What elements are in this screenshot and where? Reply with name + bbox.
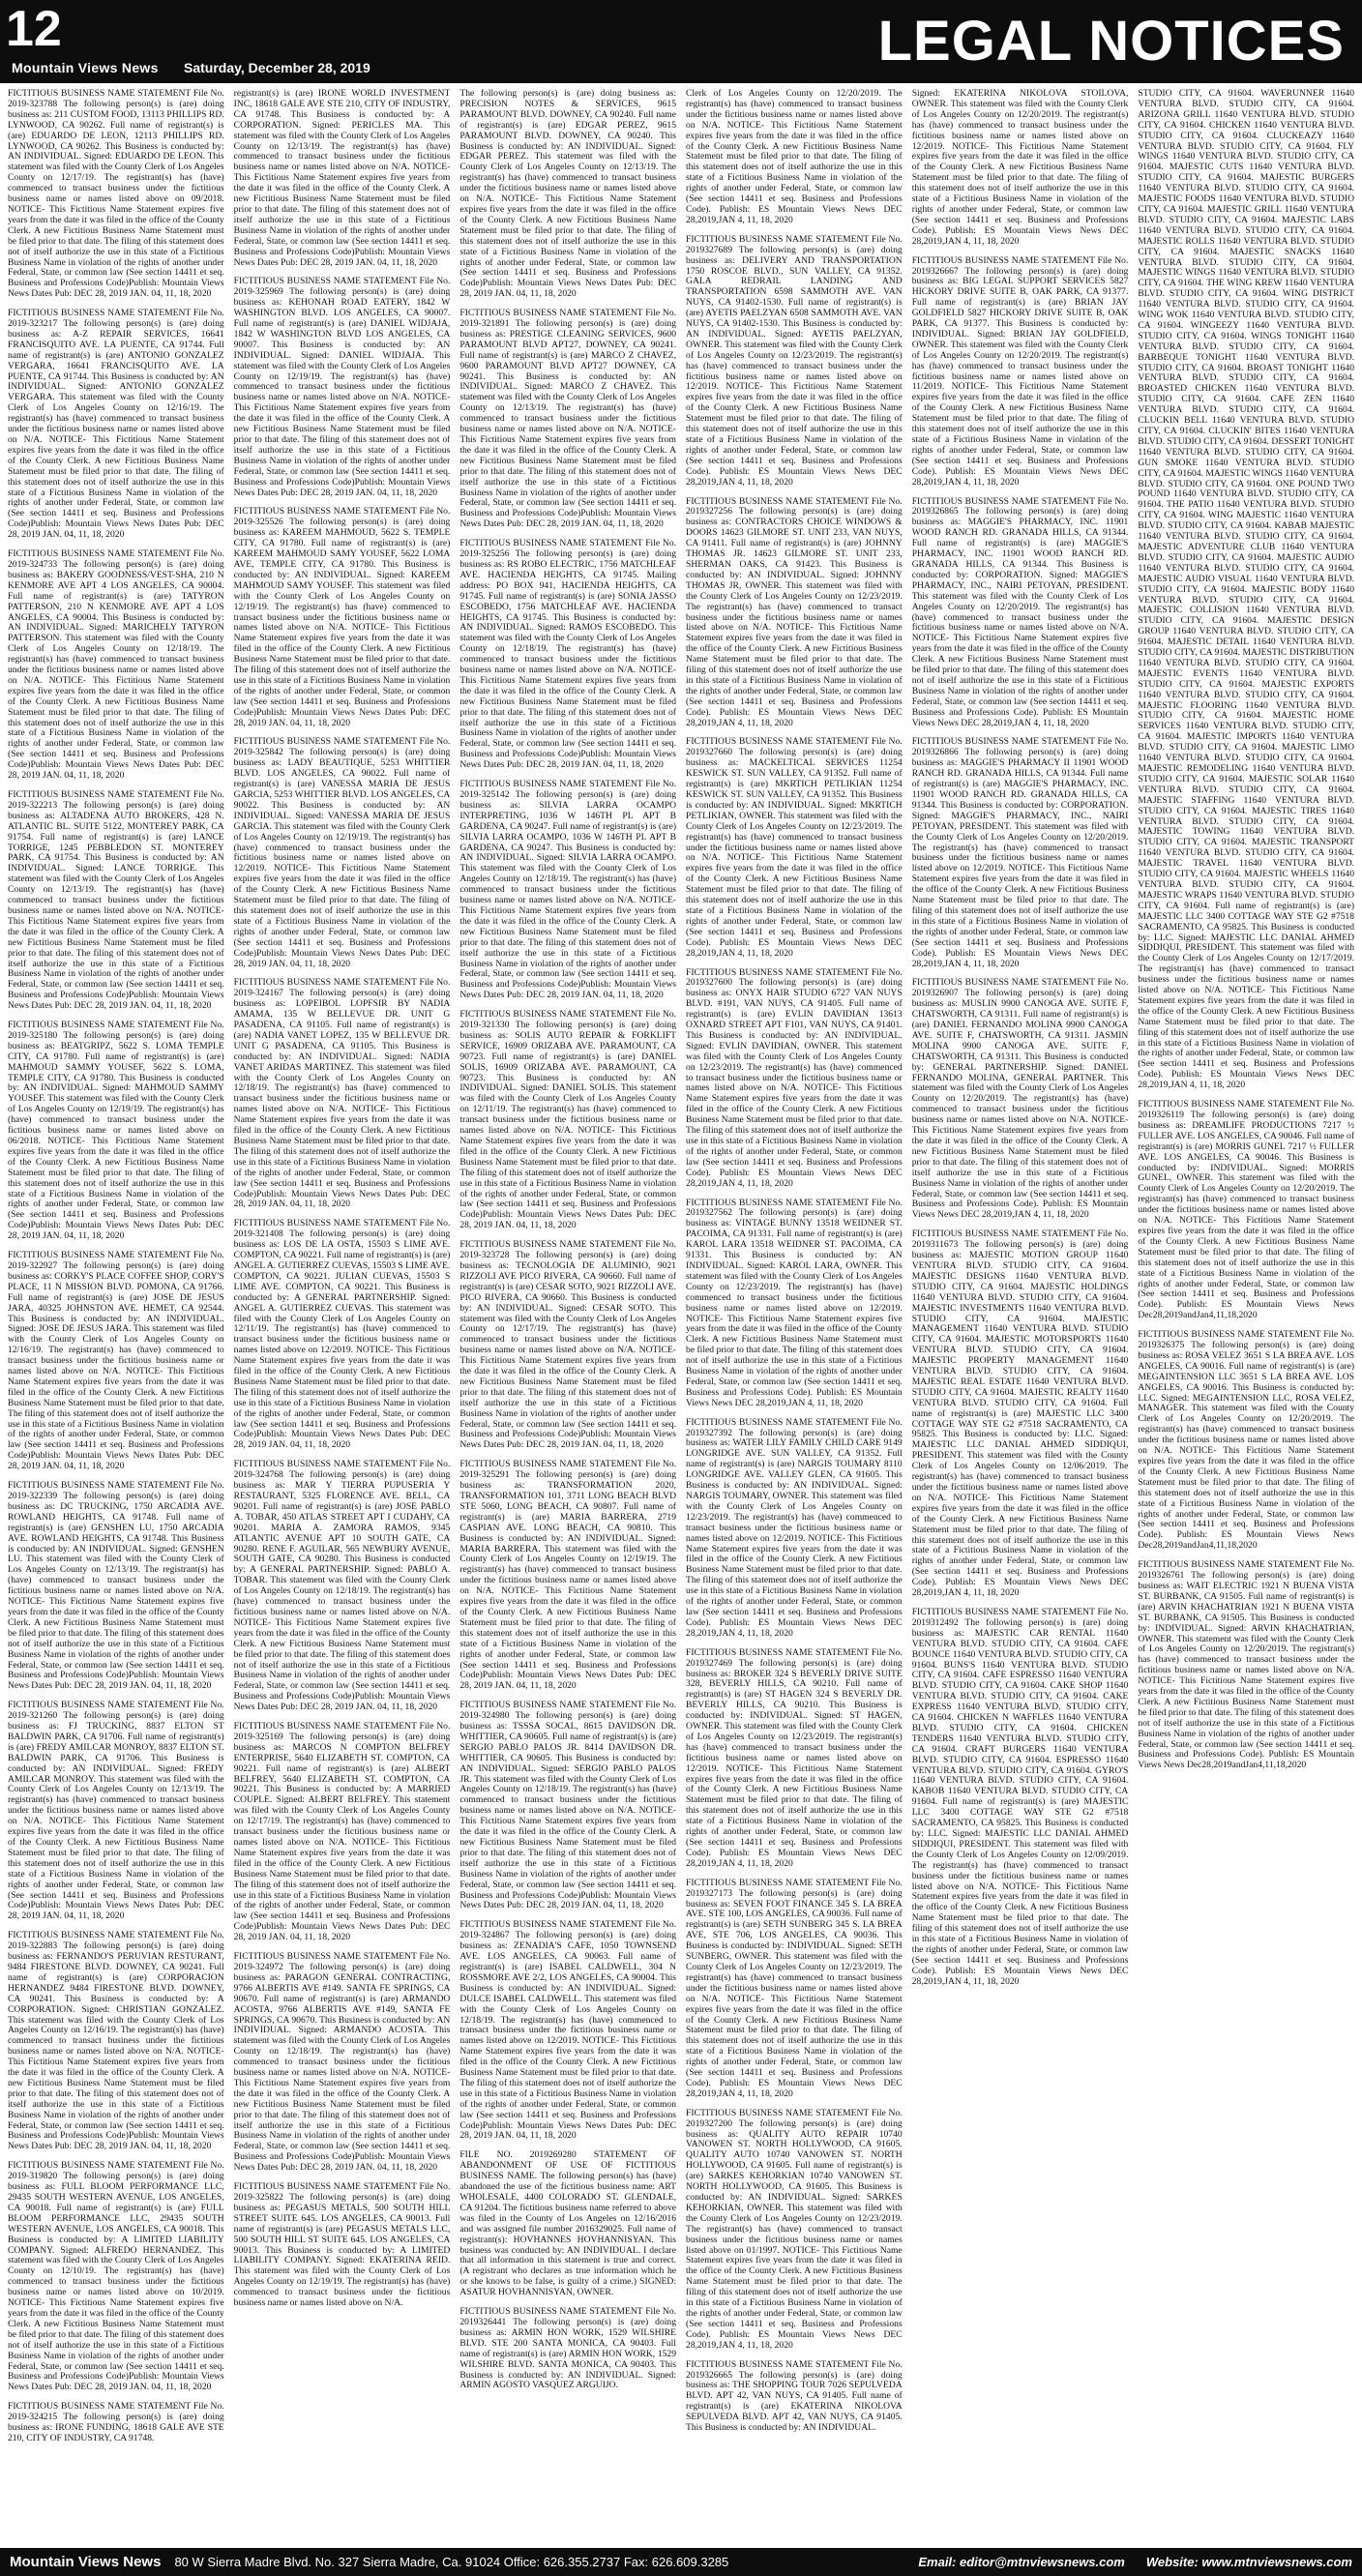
legal-notice xyxy=(234,1722,451,1943)
legal-notice xyxy=(686,737,903,959)
legal-notice xyxy=(459,2307,676,2391)
notice-text: FICTITIOUS BUSINESS NAME STATEMENT File No. 2019-325180 The following person(s) is (are) doing business as: BEATGRIPZ, 5622 S. LOMA TEMPLE CITY, CA 91780. Full name of registrant(s) is (are) MAHMOUD SAMMY YOUSEF, 5622 S. LOMA, TEMPLE CITY, CA 91780. This Business is conducted by: AN INDIVIDUAL. Signed: MAHMOUD SAMMY YOUSEF. This statement was filed with the County Clerk of Los Angeles County on 12/19/19. The registrant(s) has (have) commenced to transact business under the fictitious business name or names listed above on 06/2018. NOTICE- This Fictitious Name Statement expires five years from the date it was filed in the office of the County Clerk. A new Fictitious Business Name Statement must be filed prior to that date. The filing of this statement does not of itself authorize the use in this state of a Fictitious Business Name in violation of the rights of another under Federal, State, or common law (See section 14411 et seq. Business and Professions Code)Publish: Mountain Views News Dates Pub: DEC 28, 2019 JAN. 04, 11, 18, 2020 xyxy=(8,1020,224,1242)
legal-notice xyxy=(8,2161,224,2393)
notice-text: FICTITIOUS BUSINESS NAME STATEMENT File No. 2019-319820 The following person(s) is (are) doing business as: FULL BLOOM PERFORMANCE LLC, 29435 SOUTH WESTERN AVENUE, LOS ANGELES, CA 90018. Full name of registrant(s) is (are) FULL BLOOM PERFORMANCE LLC, 29435 SOUTH WESTERN AVENUE, LOS ANGELES, CA 90018. This Business is conducted by: A LIMITED LIABILITY COMPANY. Signed: ALFREDO HERNANDEZ. This statement was filed with the County Clerk of Los Angeles County on 12/10/19. The registrant(s) has (have) commenced to transact business under the fictitious business name or names listed above on 10/2019. NOTICE- This Fictitious Name Statement expires five years from the date it was filed in the office of the County Clerk. A new Fictitious Business Name Statement must be filed prior to that date. The filing of this statement does not of itself authorize the use in this state of a Fictitious Business Name in violation of the rights of another under Federal, State, or common law (See section 14411 et seq. Business and Professions Code)Publish: Mountain Views News Dates Pub: DEC 28, 2019 JAN. 04, 11, 18, 2020 xyxy=(8,2160,224,2393)
notice-column xyxy=(234,89,451,2541)
notice-text: Signed: EKATERINA NIKOLOVA STOILOVA, OWNER. This statement was filed with the County Clerk of Los Angeles County on 12/20/2019. The registrant(s) has (have) commenced to transact business under the fictitious business name or names listed above on 12/2019. NOTICE- This Fictitious Name Statement expires five years from the date it was filed in the office of the County Clerk. A new Fictitious Business Name Statement must be filed prior to that date. The filing of this statement does not of itself authorize the use in this state of a Fictitious Business Name in violation of the rights of another under Federal, State, or common law (See section 14411 et seq. Business and Professions Code). Publish: ES Mountain Views News DEC 28,2019,JAN 4, 11, 18, 2020 xyxy=(911,89,1129,247)
notice-text: FICTITIOUS BUSINESS NAME STATEMENT File No. 2019326761 The following person(s) is (are) doing business as: WAIT ELECTRIC 1921 N BUENA VISTA ST. BURBANK, CA 91505. Full name of registrant(s) is (are) ARVIN KHACHATRIAN 1921 N BUENA VISTA ST. BURBANK, CA 91505. This Business is conducted by: INDIVIDUAL. Signed: ARVIN KHACHATRIAN, OWNER. This statement was filed with the County Clerk of Los Angeles County on 12/20/2019. The registrant(s) has (have) commenced to transact business under the fictitious business name or names listed above on N/A. NOTICE- This Fictitious Name Statement expires five years from the date it was filed in the office of the County Clerk. A new Fictitious Business Name Statement must be filed prior to that date. The filing of this statement does not of itself authorize the use in this state of a Fictitious Business Name in violation of the rights of another under Federal, State, or common law (See section 14411 et seq. Business and Professions Code). Publish: ES Mountain Views News Dec28,2019andJan4,11,18,2020 xyxy=(1138,1559,1354,1771)
notice-column xyxy=(1138,89,1354,2541)
notice-text: FICTITIOUS BUSINESS NAME STATEMENT File No. 2019-323788 The following person(s) is (are) doing business as: 211 CUSTOM FOOD, 13113 PHILLIPS RD. LYNWOOD, CA 90262. Full name of registrant(s) is (are) EDUARDO DE LEON, 12113 PHILLIPS RD. LYNWOOD, CA 90262. This Business is conducted by: AN INDIVIDUAL. Signed: EDUARDO DE LEON. This statement was filed with the County Clerk of Los Angeles County on 12/17/19. The registrant(s) has (have) commenced to transact business under the fictitious business name or names listed above on 09/2018. NOTICE- This Fictitious Name Statement expires five years from the date it was filed in the office of the County Clerk. A new Fictitious Business Name Statement must be filed prior to that date. The filing of this statement does not of itself authorize the use in this state of a Fictitious Business Name in violation of the rights of another under Federal, State, or common law (See section 14411 et seq. Business and Professions Code)Publish: Mountain Views News Dates Pub: DEC 28, 2019 JAN. 04, 11, 18, 2020 xyxy=(8,89,224,300)
legal-notice xyxy=(8,790,224,1012)
notice-text: FICTITIOUS BUSINESS NAME STATEMENT File No. 2019326375 The following person(s) is (are) doing business as: ROSA VELEZ 3651 S LA BREA AVE. LOS ANGELES, CA 90016. Full name of registrant(s) is (are) MEGAINTENSION LLC 3651 S LA BREA AVE. LOS ANGELES, CA 90016. This Business is conducted by: LLC. Signed: MEGAINTENSION LLC, ROSA VELEZ, MANAGER. This statement was filed with the County Clerk of Los Angeles County on 12/20/2019. The registrant(s) has (have) commenced to transact business under the fictitious business name or names listed above on N/A. NOTICE- This Fictitious Name Statement expires five years from the date it was filed in the office of the County Clerk. A new Fictitious Business Name Statement must be filed prior to that date. The filing of this statement does not of itself authorize the use in this state of a Fictitious Business Name in violation of the rights of another under Federal, State, or common law (See section 14411 et seq. Business and Professions Code). Publish: ES Mountain Views News Dec28,2019andJan4,11,18,2020 xyxy=(1138,1329,1354,1552)
legal-notice xyxy=(1138,1330,1354,1552)
notice-text: FICTITIOUS BUSINESS NAME STATEMENT File No. 2019-322883 The following person(s) is (are) doing business as: FERNANDO'S PERUVIAN RESTURANT, 9484 FIRESTONE BLVD. DOWNEY, CA 90241. Full name of registrant(s) is (are) CORPORACION HERNANDEZ 9484 FIRESTONE BLVD. DOWNEY, CA 90241. This Business is conducted by: A CORPORATION. Signed: CHRISTIAN GONZALEZ. This statement was filed with the County Clerk of Los Angeles County on 12/16/19. The registrant(s) has (have) commenced to transact business under the fictitious business name or names listed above on N/A. NOTICE- This Fictitious Name Statement expires five years from the date it was filed in the office of the County Clerk. A new Fictitious Business Name Statement must be filed prior to that date. The filing of this statement does not of itself authorize the use in this state of a Fictitious Business Name in violation of the rights of another under Federal, State, or common law (See section 14411 et seq. Business and Professions Code)Publish: Mountain Views News Dates Pub: DEC 28, 2019 JAN. 04, 11, 18, 2020 xyxy=(8,1930,224,2152)
notice-column xyxy=(686,89,903,2541)
notice-text: FICTITIOUS BUSINESS NAME STATEMENT File No. 2019327200 The following person(s) is (are) doing business as: QUALITY AUTO REPAIR 10740 VANOWEN ST. NORTH HOLLYWOOD, CA 91605. QUALITY AUTO 10740 VANOWEN ST. NORTH HOLLYWOOD, CA 91605. Full name of registrant(s) is (are) SARKES KEHORKIAN 10740 VANOWEN ST. NORTH HOLLYWOOD, CA 91605. This Business is conducted by: AN INDIVIDUAL. Signed: SARKES KEHORKIAN, OWNER. This statement was filed with the County Clerk of Los Angeles County on 12/23/2019. The registrant(s) has (have) commenced to transact business under the fictitious business name or names listed above on 01/1997. NOTICE- This Fictitious Name Statement expires five years from the date it was filed in the office of the County Clerk. A new Fictitious Business Name Statement must be filed prior to that date. The filing of this statement does not of itself authorize the use in this state of a Fictitious Business Name in violation of the rights of another under Federal, State, or common law (See section 14411 et seq. Business and Professions Code). Publish: ES Mountain Views News DEC 28,2019,JAN 4, 11, 18, 2020 xyxy=(686,2107,903,2351)
notice-text: FICTITIOUS BUSINESS NAME STATEMENT File No. 2019327660 The following person(s) is (are) doing business as: MACKELTICAL SERVICES 11254 KESWICK ST. SUN VALLEY, CA 91352. Full name of registrant(s) is (are) MKRTICH PETLIKIAN 11254 KESWICK ST. SUN VALLEY, CA 91352. This Business is conducted by: AN INDIVIDUAL. Signed: MKRTICH PETLIKIAN, OWNER. This statement was filed with the County Clerk of Los Angeles County on 12/23/2019. The registrant(s) has (have) commenced to transact business under the fictitious business name or names listed above on N/A. NOTICE- This Fictitious Name Statement expires five years from the date it was filed in the office of the County Clerk. A new Fictitious Business Name Statement must be filed prior to that date. The filing of this statement does not of itself authorize the use in this state of a Fictitious Business Name in violation of the rights of another under Federal, State, or common law (See section 14411 et seq. Business and Professions Code). Publish: ES Mountain Views News DEC 28,2019,JAN 4, 11, 18, 2020 xyxy=(686,736,903,959)
legal-notice xyxy=(686,497,903,729)
notice-text: FICTITIOUS BUSINESS NAME STATEMENT File No. 2019326665 The following person(s) is (are) doing business as: THE SHOPPING TOUR 7026 SEPULVEDA BLVD. APT 42, VAN NUYS, CA 91405. Full name of registrant(s) is (are) EKATERINA NIKOLOVA SEPULVEDA BLVD. APT 42, VAN NUYS, CA 91405. This Business is conducted by: AN INDIVIDUAL. xyxy=(686,2358,903,2434)
legal-notice xyxy=(8,1251,224,1472)
legal-notice xyxy=(686,89,903,226)
legal-notice xyxy=(234,978,451,1210)
legal-notice xyxy=(459,1460,676,1692)
masthead xyxy=(0,0,1362,83)
notice-text: FICTITIOUS BUSINESS NAME STATEMENT File No. 2019327600 The following person(s) is (are) doing business as: ONYX HAIR STUDIO 6727 VAN NUYS BLVD. #191, VAN NUYS, CA 91405. Full name of registrant(s) is (are) EVLIN DAVIDIAN 13613 OXNARD STREET APT F101, VAN NUYS, CA 91401. This Business is conducted by: AN INDIVIDUAL. Signed: EVLIN DAVIDIAN, OWNER. This statement was filed with the County Clerk of Los Angeles County on 12/23/2019. The registrant(s) has (have) commenced to transact business under the fictitious business name or names listed above on N/A. NOTICE- This Fictitious Name Statement expires five years from the date it was filed in the office of the County Clerk. A new Fictitious Business Name Statement must be filed prior to that date. The filing of this statement does not of itself authorize the use in this state of a Fictitious Business Name in violation of the rights of another under Federal, State, or common law (See section 14411 et seq. Business and Professions Code). Publish: ES Mountain Views News DEC 28,2019,JAN 4, 11, 18, 2020 xyxy=(686,966,903,1189)
notice-text: FICTITIOUS BUSINESS NAME STATEMENT File No. 2019-325969 The following person(s) is (are) doing business as: KEHONAH ROAD EATERY, 1842 W WASHINGTON BLVD. LOS ANGELES, CA 90007. Full name of registrant(s) is (are) DANIEL WIDJAJA, 1842 W WASHINGTON BLVD LOS ANGELES, CA 90007. This Business is conducted by: AN INDIVIDUAL. Signed: DANIEL WIDJAJA. This statement was filed with the County Clerk of Los Angeles County on 12/19/19. The registrant(s) has (have) commenced to transact business under the fictitious business name or names listed above on N/A. NOTICE- This Fictitious Name Statement expires five years from the date it was filed in the office of the County Clerk. A new Fictitious Business Name Statement must be filed prior to that date. The filing of this statement does not of itself authorize the use in this state of a Fictitious Business Name in violation of the rights of another under Federal, State, or common law (See section 14411 et seq. Business and Professions Code)Publish: Mountain Views News Dates Pub: DEC 28, 2019 JAN. 04, 11, 18, 2020 xyxy=(233,276,451,498)
legal-notice xyxy=(234,1952,451,2174)
legal-notice xyxy=(1138,1100,1354,1321)
legal-notice xyxy=(1138,1560,1354,1771)
notice-text: FILE NO. 2019269280 STATEMENT OF ABANDONMENT OF USE OF FICTITIOUS BUSINESS NAME. The following person(s) has (have) abandoned the use of the fictitious business name: ART WHOLESALE, 4400 COLORADO ST. GLENDALE, CA 91204. The fictitious business name referred to above was filed in the County of Los Angeles on 12/16/2016 and was assigned file number 2016329025. Full name of registrant(s): HOVHANNES HOVHANNISYAN. This business was conducted by: AN INDIVIDUAL. I declare that all information in this statement is true and correct. (A registrant who declares as true information which he or she knows to be false, is guilty of a crime.) SIGNED: ASATUR HOVHANNISYAN, OWNER. xyxy=(459,2149,677,2298)
notice-text: FICTITIOUS BUSINESS NAME STATEMENT File No. 2019-325822 The following person(s) is (are) doing business as: PEGASUS METALS, 500 SOUTH HILL STREET SUITE 645. LOS ANGELES, CA 90013. Full name of registrant(s) is (are) PEGASUS METALS LLC, 500 SOUTH HILL ST SUITE 645. LOS ANGELES, CA 90013. This Business is conducted by: A LIMITED LIABILITY COMPANY. Signed: EKATERINA REID. This statement was filed with the County Clerk of Los Angeles County on 12/19/19. The registrant(s) has (have) commenced to transact business under the fictitious business name or names listed above on N/A. xyxy=(233,2181,451,2309)
notice-text: FICTITIOUS BUSINESS NAME STATEMENT File No. 2019327469 The following person(s) is (are) doing business as: BROKER 324 S BEVERLY DRIVE SUITE 328, BEVERLY HILLS, CA 90210. Full name of registrant(s) is (are) ST HAGEN 324 S BEVERLY DR. BEVERLY HILLS, CA 90210. This Business is conducted by: INDIVIDUAL. Signed: ST HAGEN, OWNER. This statement was filed with the County Clerk of Los Angeles County on 12/23/2019. The registrant(s) has (have) commenced to transact business under the fictitious business name or names listed above on 12/2019. NOTICE- This Fictitious Name Statement expires five years from the date it was filed in the office of the County Clerk. A new Fictitious Business Name Statement must be filed prior to that date. The filing of this statement does not of itself authorize the use in this state of a Fictitious Business Name in violation of the rights of another under Federal, State, or common law (See section 14411 et seq. Business and Professions Code). Publish: ES Mountain Views News DEC 28,2019,JAN 4, 11, 18, 2020 xyxy=(686,1646,903,1869)
notice-text: FICTITIOUS BUSINESS NAME STATEMENT File No. 2019326119 The following person(s) is (are) doing business as: DREAMLIFE PRODUCTIONS 7217 ½ FULLER AVE. LOS ANGELES, CA 90046. Full name of registrant(s) is (are) MORRIS GUNEL 7217 ½ FULLER AVE. LOS ANGELES, CA 90046. This Business is conducted by: INDIVIDUAL. Signed: MORRIS GUNEL, OWNER. This statement was filed with the County Clerk of Los Angeles County on 12/20/2019. The registrant(s) has (have) commenced to transact business under the fictitious business name or names listed above on N/A. NOTICE- This Fictitious Name Statement expires five years from the date it was filed in the office of the County Clerk. A new Fictitious Business Name Statement must be filed prior to that date. The filing of this statement does not of itself authorize the use in this state of a Fictitious Business Name in violation of the rights of another under Federal, State, or common law (See section 14411 et seq. Business and Professions Code). Publish: ES Mountain Views News Dec28,2019andJan4,11,18,2020 xyxy=(1138,1099,1354,1321)
notice-text: FICTITIOUS BUSINESS NAME STATEMENT File No. 2019312492 The following person(s) is (are) doing business as: MAJESTIC CAR RENTAL 11640 VENTURA BLVD. STUDIO CITY, CA 91604. CAFE BOUNCE 11640 VENTURA BLVD. STUDIO CITY, CA 91604. BUNS'S 11640 VENTURA BLVD. STUDIO CITY, CA 91604. CAFE ESPRESSO 11640 VENTURA BLVD. STUDIO CITY, CA 91604. CAKE SHOP 11640 VENTURA BLVD. STUDIO CITY, CA 91604. CAKE EXPRESS 11640 VENTURA BLVD. STUDIO CITY, CA 91604. CHICKEN N WAFFLES 11640 VENTURA BLVD. STUDIO CITY, CA 91604. CHICKEN TENDERS 11640 VENTURA BLVD. STUDIO CITY, CA 91604. CRAFT BURGERS 11640 VENTURA BLVD. STUDIO CITY, CA 91604. ESPRESSO 11640 VENTURA BLVD. STUDIO CITY, CA 91604. GYRO'S 11640 VENTURA BLVD. STUDIO CITY, CA 91604. KABOB 11640 VENTURA BLVD. STUDIO CITY, CA 91604. Full name of registrant(s) is (are) MAJESTIC LLC 3400 COTTAGE WAY STE G2 #7518 SACRAMENTO, CA 95825. This Business is conducted by: LLC. Signed: MAJESTIC LLC DANIAL AHMED SIDDIQUI, PRESIDENT. This statement was filed with the County Clerk of Los Angeles County on 12/09/2019. The registrant(s) has (have) commenced to transact business under the fictitious business name or names listed above on N/A. NOTICE- This Fictitious Name Statement expires five years from the date it was filed in the office of the County Clerk. A new Fictitious Business Name Statement must be filed prior to that date. The filing of this statement does not of itself authorize the use in this state of a Fictitious Business Name in violation of the rights of another under Federal, State, or common law (See section 14411 et seq. Business and Professions Code). Publish: ES Mountain Views News DEC 28,2019,JAN 4, 11, 18, 2020 xyxy=(911,1606,1129,1987)
legal-notice xyxy=(459,1240,676,1451)
legal-notice xyxy=(8,309,224,541)
notice-text: FICTITIOUS BUSINESS NAME STATEMENT File No. 2019326907 The following person(s) is (are) doing business as: MUSLIN 9900 CANOGA AVE. SUITE F, CHATSWORTH, CA 91311. Full name of registrant(s) is (are) DANIEL FERNANDO MOLINA 9900 CANOGA AVE. SUITE F, CHATSWORTH, CA 91311. JASMIN MOLINA 9900 CANOGA AVE. SUITE F, CHATSWORTH, CA 91311. This Business is conducted by: GENERAL PARTNERSHIP. Signed: DANIEL FERNANDO MOLINA, GENERAL PARTNER. This statement was filed with the County Clerk of Los Angeles County on 12/20/2019. The registrant(s) has (have) commenced to transact business under the fictitious business name or names listed above on N/A. NOTICE- This Fictitious Name Statement expires five years from the date it was filed in the office of the County Clerk. A new Fictitious Business Name Statement must be filed prior to that date. The filing of this statement does not of itself authorize the use in this state of a Fictitious Business Name in violation of the rights of another under Federal, State, or common law (See section 14411 et seq. Business and Professions Code). Publish: ES Mountain Views News DEC 28,2019,JAN 4, 11, 18, 2020 xyxy=(911,977,1129,1221)
notice-column xyxy=(912,89,1129,2541)
legal-notice xyxy=(459,780,676,1001)
legal-notice xyxy=(912,1608,1129,1988)
notice-text: FICTITIOUS BUSINESS NAME STATEMENT File No. 2019-321891 The following person(s) is (are) doing business as: PRESTIGE CLEANING SERVICES, 9600 PARAMOUNT BLVD APT27, DOWNEY, CA 90241. Full name of registrant(s) is (are) MARCO Z CHAVEZ, 9600 PARAMOUNT BLVD APT27 DOWNEY, CA 90241. This Business is conducted by: AN INDIVIDUAL. Signed: MARCO Z CHAVEZ. This statement was filed with the County Clerk of Los Angeles County on 12/13/19. The registrant(s) has (have) commenced to transact business under the fictitious business name or names listed above on N/A. NOTICE- This Fictitious Name Statement expires five years from the date it was filed in the office of the County Clerk. A new Fictitious Business Name Statement must be filed prior to that date. The filing of this statement does not of itself authorize the use in this state of a Fictitious Business Name in violation of the rights of another under Federal, State, or common law (See section 14411 et seq. Business and Professions Code)Publish: Mountain Views News Dates Pub: DEC 28, 2019 JAN. 04, 11, 18, 2020 xyxy=(459,308,677,530)
legal-notice xyxy=(686,1418,903,1640)
legal-notice xyxy=(686,235,903,489)
notice-text: FICTITIOUS BUSINESS NAME STATEMENT File No. 2019-321408 The following person(s) is (are) doing business as: LOS DE LA OSTA, 15503 S LIME AVE. COMPTON, CA 90221. Full name of registrant(s) is (are) ANGEL A. GUTIERREZ CUEVAS, 15503 S LIME AVE. COMPTON, CA 90221. JULIAN CUEVAS, 15503 S LIME AVE. COMPTON, CA 90221. This Business is conducted by: A GENERAL PARTNERSHIP. Signed: ANGEL A. GUTIERREZ CUEVAS. This statement was filed with the County Clerk of Los Angeles County on 12/11/19. The registrant(s) has (have) commenced to transact business under the fictitious business name or names listed above on 12/2019. NOTICE- This Fictitious Name Statement expires five years from the date it was filed in the office of the County Clerk. A new Fictitious Business Name Statement must be filed prior to that date. The filing of this statement does not of itself authorize the use in this state of a Fictitious Business Name in violation of the rights of another under Federal, State, or common law (See section 14411 et seq. Business and Professions Code)Publish: Mountain Views News Dates Pub: DEC 28, 2019 JAN. 04, 11, 18, 2020 xyxy=(233,1218,451,1451)
legal-notice xyxy=(234,89,451,268)
notice-text: FICTITIOUS BUSINESS NAME STATEMENT File No. 2019326865 The following person(s) is (are) doing business as: MAGGIE'S PHARMACY, INC. 11901 WOOD RANCH RD. GRANADA HILLS, CA 91344. Full name of registrant(s) is (are) MAGGIE'S PHARMACY, INC. 11901 WOOD RANCH RD. GRANADA HILLS, CA 91344. This Business is conducted by: CORPORATION. Signed: MAGGIE'S PHARMACY, INC., NAIRI PETOYAN, PRESIDENT. This statement was filed with the County Clerk of Los Angeles County on 12/20/2019. The registrant(s) has (have) commenced to transact business under the fictitious business name or names listed above on N/A. NOTICE- This Fictitious Name Statement expires five years from the date it was filed in the office of the County Clerk. A new Fictitious Business Name Statement must be filed prior to that date. The filing of this statement does not of itself authorize the use in this state of a Fictitious Business Name in violation of the rights of another under Federal, State, or common law (See section 14411 et seq. Business and Professions Code). Publish: ES Mountain Views News DEC 28,2019,JAN 4, 11, 18, 2020 xyxy=(911,495,1129,728)
notice-text: FICTITIOUS BUSINESS NAME STATEMENT File No. 2019-324733 The following person(s) is (are) doing business as: BAKERY GOODNESS/VEST-SHA, 210 N KENMORE AVE APT 4 LOS ANGELES, CA 90004. Full name of registrant(s) is (are) TATYRON PATTERSON, 210 N KENMORE AVE APT 4 LOS ANGELES, CA 90004. This Business is conducted by: AN INDIVIDUAL. Signed: MARICHELY TATYRON PATTERSON. This statement was filed with the County Clerk of Los Angeles County on 12/18/19. The registrant(s) has (have) commenced to transact business under the fictitious business name or names listed above on N/A. NOTICE- This Fictitious Name Statement expires five years from the date it was filed in the office of the County Clerk. A new Fictitious Business Name Statement must be filed prior to that date. The filing of this statement does not of itself authorize the use in this state of a Fictitious Business Name in violation of the rights of another under Federal, State, or common law (See section 14411 et seq. Business and Professions Code)Publish: Mountain Views News Dates Pub: DEC 28, 2019 JAN. 04, 11, 18, 2020 xyxy=(8,548,224,782)
legal-notice xyxy=(459,89,676,300)
notice-text: FICTITIOUS BUSINESS NAME STATEMENT File No. 2019327256 The following person(s) is (are) doing business as: CONTRACTORS CHOICE WINDOWS & DOORS 14623 GILMORE ST. UNIT 233, VAN NUYS, CA 91411. Full name of registrant(s) is (are) JOHNNY THOMAS JR. 14623 GILMORE ST. UNIT 233, SHERMAN OAKS, CA 91423. This Business is conducted by: AN INDIVIDUAL. Signed: JOHNNY THOMAS JR, OWNER. This statement was filed with the County Clerk of Los Angeles County on 12/23/2019. The registrant(s) has (have) commenced to transact business under the fictitious business name or names listed above on N/A. NOTICE- This Fictitious Name Statement expires five years from the date it was filed in the office of the County Clerk. A new Fictitious Business Name Statement must be filed prior to that date. The filing of this statement does not of itself authorize the use in this state of a Fictitious Business Name in violation of the rights of another under Federal, State, or common law (See section 14411 et seq. Business and Professions Code). Publish: ES Mountain Views News DEC 28,2019,JAN 4, 11, 18, 2020 xyxy=(686,495,903,728)
notice-text: FICTITIOUS BUSINESS NAME STATEMENT File No. 2019326667 The following person(s) is (are) doing business as: BIG LEGAL SUPPORT SERVICES 5827 HICKORY DRIVE SUITE B, OAK PARK, CA 91377. Full name of registrant(s) is (are) BRIAN JAY GOLDFIELD 5827 HICKORY DRIVE SUITE B, OAK PARK, CA 91377. This Business is conducted by: INDIVIDUAL. Signed: BRIAN JAY GOLDFIELD, OWNER. This statement was filed with the County Clerk of Los Angeles County on 12/20/2019. The registrant(s) has (have) commenced to transact business under the fictitious business name or names listed above on 11/2019. NOTICE- This Fictitious Name Statement expires five years from the date it was filed in the office of the County Clerk. A new Fictitious Business Name Statement must be filed prior to that date. The filing of this statement does not of itself authorize the use in this state of a Fictitious Business Name in violation of the rights of another under Federal, State, or common law (See section 14411 et seq. Business and Professions Code). Publish: ES Mountain Views News DEC 28,2019,JAN 4, 11, 18, 2020 xyxy=(911,254,1129,488)
notice-column xyxy=(8,89,224,2541)
legal-notice xyxy=(912,256,1129,489)
notice-text: FICTITIOUS BUSINESS NAME STATEMENT File No. 2019-324867 The following person(s) is (are) doing business as: ZENADIA'S CAFE, 1050 TOWNSEND AVE. LOS ANGELES, CA 90063. Full name of registrant(s) is (are) ISABEL CALDWELL, 304 N ROSSMORE AVE 2/2, LOS ANGELES, CA 90004. This Business is conducted by: AN INDIVIDUAL. Signed: DULCE ISABEL CALDWELL. This statement was filed with the County Clerk of Los Angeles County on 12/18/19. The registrant(s) has (have) commenced to transact business under the fictitious business name or names listed above on 12/2019. NOTICE- This Fictitious Name Statement expires five years from the date it was filed in the office of the County Clerk. A new Fictitious Business Name Statement must be filed prior to that date. The filing of this statement does not of itself authorize the use in this state of a Fictitious Business Name in violation of the rights of another under Federal, State, or common law (See section 14411 et seq. Business and Professions Code)Publish: Mountain Views News Dates Pub: DEC 28, 2019 JAN. 04, 11, 18, 2020 xyxy=(459,1919,677,2142)
notice-text: FICTITIOUS BUSINESS NAME STATEMENT File No. 2019311673 The following person(s) is (are) doing business as: MAJESTIC MOTION GROUP 11640 VENTURA BLVD. STUDIO CITY, CA 91604. MAJESTIC DESIGNS 11640 VENTURA BLVD. STUDIO CITY, CA 91604. MAJESTIC HOLDINGS 11640 VENTURA BLVD. STUDIO CITY, CA 91604. MAJESTIC INVESTMENTS 11640 VENTURA BLVD. STUDIO CITY, CA 91604. MAJESTIC MANAGEMENT 11640 VENTURA BLVD. STUDIO CITY, CA 91604. MAJESTIC MOTORSPORTS 11640 VENTURA BLVD. STUDIO CITY, CA 91604. MAJESTIC PROPERTY MANAGEMENT 11640 VENTURA BLVD. STUDIO CITY, CA 91604. MAJESTIC REAL ESTATE 11640 VENTURA BLVD. STUDIO CITY, CA 91604. MAJESTIC REALTY 11640 VENTURA BLVD. STUDIO CITY, CA 91604. Full name of registrant(s) is (are) MAJESTIC LLC 3400 COTTAGE WAY STE G2 #7518 SACRAMENTO, CA 95825. This Business is conducted by: LLC. Signed: MAJESTIC LLC DANIAL AHMED SIDDIQUI, PRESIDENT. This statement was filed with the County Clerk of Los Angeles County on 12/06/2019. The registrant(s) has (have) commenced to transact business under the fictitious business name or names listed above on N/A. NOTICE- This Fictitious Name Statement expires five years from the date it was filed in the office of the County Clerk. A new Fictitious Business Name Statement must be filed prior to that date. The filing of this statement does not of itself authorize the use in this state of a Fictitious Business Name in violation of the rights of another under Federal, State, or common law (See section 14411 et seq. Business and Professions Code). Publish: ES Mountain Views News DEC 28,2019,JAN 4, 11, 18, 2020 xyxy=(911,1229,1129,1599)
notice-text: FICTITIOUS BUSINESS NAME STATEMENT File No. 2019-324980 The following person(s) is (are) doing business as: TSSSA SOCAL, 8615 DAVIDSON DR. WHITTIER, CA 90605. Full name of registrant(s) is (are) SERGIO PABLO PALOS JR. 8414 DAVIDSON DR. WHITTIER, CA 90605. This Business is conducted by: AN INDIVIDUAL. Signed: SERGIO PABLO PALOS JR. This statement was filed with the County Clerk of Los Angeles County on 12/18/19. The registrant(s) has (have) commenced to transact business under the fictitious business name or names listed above on N/A. NOTICE- This Fictitious Name Statement expires five years from the date it was filed in the office of the County Clerk. A new Fictitious Business Name Statement must be filed prior to that date. The filing of this statement does not of itself authorize the use in this state of a Fictitious Business Name in violation of the rights of another under Federal, State, or common law (See section 14411 et seq. Business and Professions Code)Publish: Mountain Views News Dates Pub: DEC 28, 2019 JAN. 04, 11, 18, 2020 xyxy=(459,1700,677,1911)
legal-notice xyxy=(912,737,1129,969)
legal-notice xyxy=(459,1010,676,1231)
legal-notice xyxy=(686,1199,903,1409)
footer-website: Website: www.mtnviewsnews.com xyxy=(1145,2555,1352,2569)
notice-column xyxy=(459,89,676,2541)
notice-text: FICTITIOUS BUSINESS NAME STATEMENT File No. 2019-324768 The following person(s) is (are) doing business as: MAR Y TIERRA PUPUSERIA Y RESTAURANT, 5325 FLORENCE AVE. BELL, CA 90201. Full name of registrant(s) is (are) JOSE PABLO A. TOBAR, 450 ATLAS STREET APT I CUDAHY, CA 90201. MARIA A. ZAMORA RAMOS, 9345 ATLANTIC AVENUE APT 10 SOUTH GATE, CA 90280. RENE F. AGUILAR, 565 NEWBURY AVENUE, SOUTH GATE, CA 90280. This Business is conducted by: A GENERAL PARTNERSHIP. Signed: PABLO A. TOBAR. This statement was filed with the County Clerk of Los Angeles County on 12/18/19. The registrant(s) has (have) commenced to transact business under the fictitious business name or names listed above on N/A. NOTICE- This Fictitious Name Statement expires five years from the date it was filed in the office of the County Clerk. A new Fictitious Business Name Statement must be filed prior to that date. The filing of this statement does not of itself authorize the use in this state of a Fictitious Business Name in violation of the rights of another under Federal, State, or common law (See section 14411 et seq. Business and Professions Code)Publish: Mountain Views News Dates Pub: DEC 28, 2019 JAN. 04, 11, 18, 2020 xyxy=(233,1459,451,1713)
notice-text: FICTITIOUS BUSINESS NAME STATEMENT File No. 2019-325142 The following person(s) is (are) doing business as: SILVIA LARRA OCAMPO INTERPRETING, 1036 W 146TH PL APT B GARDENA, CA 90247. Full name of registrant(s) is (are) SILVIA LARRA OCAMPO, 1036 W 146TH PL APT B GARDENA, CA 90247. This Business is conducted by: AN INDIVIDUAL. Signed: SILVIA LARRA OCAMPO. This statement was filed with the County Clerk of Los Angeles County on 12/18/19. The registrant(s) has (have) commenced to transact business under the fictitious business name or names listed above on N/A. NOTICE- This Fictitious Name Statement expires five years from the date it was filed in the office of the County Clerk. A new Fictitious Business Name Statement must be filed prior to that date. The filing of this statement does not of itself authorize the use in this state of a Fictitious Business Name in violation of the rights of another under Federal, State, or common law (See section 14411 et seq. Business and Professions Code)Publish: Mountain Views News Dates Pub: DEC 28, 2019 JAN. 04, 11, 18, 2020 xyxy=(459,779,677,1001)
notice-text: FICTITIOUS BUSINESS NAME STATEMENT File No. 2019-322927 The following person(s) is (are) doing business as: CORKY'S PLACE COFFEE SHOP, CORY'S PLACE, 11 N MISSION BLVD. POMONA, CA 91766. Full name of registrant(s) is (are) JOSE DE JESUS JARA, 40325 JOHNSTON AVE. HEMET, CA 92544. This Business is conducted by: AN INDIVIDUAL. Signed: JOSE DE JESUS JARA. This statement was filed with the County Clerk of Los Angeles County on 12/16/19. The registrant(s) has (have) commenced to transact business under the fictitious business name or names listed above on N/A. NOTICE- This Fictitious Name Statement expires five years from the date it was filed in the office of the County Clerk. A new Fictitious Business Name Statement must be filed prior to that date. The filing of this statement does not of itself authorize the use in this state of a Fictitious Business Name in violation of the rights of another under Federal, State, or common law (See section 14411 et seq. Business and Professions Code)Publish: Mountain Views News Dates Pub: DEC 28, 2019 JAN. 04, 11, 18, 2020 xyxy=(8,1250,224,1472)
legal-notice xyxy=(8,1021,224,1242)
legal-notice xyxy=(8,1931,224,2152)
notice-text: FICTITIOUS BUSINESS NAME STATEMENT File No. 2019-324215 The following person(s) is (are) doing business as: IRONE FUNDING, 18618 GALE AVE STE 210, CITY OF INDUSTRY, CA 91748. xyxy=(8,2401,224,2443)
paper-name: Mountain Views News xyxy=(12,60,159,75)
notice-text: FICTITIOUS BUSINESS NAME STATEMENT File No. 2019-325256 The following person(s) is (are) doing business as: RS ROBO ELECTRIC, 1756 MATCHLEAF AVE. HACIENDA HEIGHTS, CA 91745. Mailing address: PO BOX 941, HACIENDA HEIGHTS, CA 91745. Full name of registrant(s) is (are) SONIA JASSO ESCOBEDO, 1756 MATCHLEAF AVE. HACIENDA HEIGHTS, CA 91745. This Business is conducted by: AN INDIVIDUAL. Signed: RAMOS ESCOBEDO. This statement was filed with the County Clerk of Los Angeles County on 12/18/19. The registrant(s) has (have) commenced to transact business under the fictitious business name or names listed above on N/A. NOTICE- This Fictitious Name Statement expires five years from the date it was filed in the office of the County Clerk. A new Fictitious Business Name Statement must be filed prior to that date. The filing of this statement does not of itself authorize the use in this state of a Fictitious Business Name in violation of the rights of another under Federal, State, or common law (See section 14411 et seq. Business and Professions Code)Publish: Mountain Views News Dates Pub: DEC 28, 2019 JAN. 04, 11, 18, 2020 xyxy=(459,538,677,771)
legal-notice xyxy=(686,2109,903,2352)
footer-email: Email: editor@mtnviewsnews.com xyxy=(918,2555,1125,2569)
notice-text: FICTITIOUS BUSINESS NAME STATEMENT File No. 2019-323728 The following person(s) is (are) doing business as: TECNOLOGIA DE ALUMINIO, 9021 RIZZOLI AVE PICO RIVERA, CA 90660. Full name of registrant(s) is (are) CESAR SOTO, 9021 RIZZOLI AVE. PICO RIVERA, CA 90660. This Business is conducted by: AN INDIVIDUAL. Signed: CESAR SOTO. This statement was filed with the County Clerk of Los Angeles County on 12/17/19. The registrant(s) has (have) commenced to transact business under the fictitious business name or names listed above on N/A. NOTICE- This Fictitious Name Statement expires five years from the date it was filed in the office of the County Clerk. A new Fictitious Business Name Statement must be filed prior to that date. The filing of this statement does not of itself authorize the use in this state of a Fictitious Business Name in violation of the rights of another under Federal, State, or common law (See section 14411 et seq. Business and Professions Code)Publish: Mountain Views News Dates Pub: DEC 28, 2019 JAN. 04, 11, 18, 2020 xyxy=(459,1239,677,1451)
legal-notice xyxy=(912,1229,1129,1599)
legal-notice xyxy=(8,1701,224,1922)
legal-notice xyxy=(8,549,224,782)
section-title: LEGAL NOTICES xyxy=(877,10,1345,73)
legal-notice xyxy=(1138,89,1354,1091)
legal-notice xyxy=(8,2402,224,2444)
legal-notice xyxy=(912,89,1129,248)
legal-notice xyxy=(686,1648,903,1870)
footer-address: 80 W Sierra Madre Blvd. No. 327 Sierra Madre, Ca. 91024 Office: 626.355.2737 Fax: 626.609.3285 xyxy=(174,2555,729,2569)
notice-text: FICTITIOUS BUSINESS NAME STATEMENT File No. 2019327392 The following person(s) is (are) doing business as: WATER LILY FAMILY CHILD CARE 9149 LONGRIDGE AVE. SUN VALLEY, CA 91352. Full name of registrant(s) is (are) NARGIS TOUMARY 8110 LONGRIDGE AVE. VALLEY GLEN, CA 91605. This Business is conducted by: AN INDIVIDUAL. Signed: NARGIS TOUMARY, OWNER. This statement was filed with the County Clerk of Los Angeles County on 12/23/2019. The registrant(s) has (have) commenced to transact business under the fictitious business name or names listed above on 12/2019. NOTICE- This Fictitious Name Statement expires five years from the date it was filed in the office of the County Clerk. A new Fictitious Business Name Statement must be filed prior to that date. The filing of this statement does not of itself authorize the use in this state of a Fictitious Business Name in violation of the rights of another under Federal, State, or common law (See section 14411 et seq. Business and Professions Code). Publish: ES Mountain Views News DEC 28,2019,JAN 4, 11, 18, 2020 xyxy=(686,1416,903,1639)
notice-text: FICTITIOUS BUSINESS NAME STATEMENT File No. 2019-321330 The following person(s) is (are) doing business as: SOLIS AUTO REPAIR & FORKLIFT SERVICE, 16909 ORIZABA AVE. PARAMOUNT, CA 90723. Full name of registrant(s) is (are) DANIEL SOLIS, 16909 ORIZABA AVE. PARAMOUNT, CA 90723. This Business is conducted by: AN INDIVIDUAL. Signed: DANIEL SOLIS. This statement was filed with the County Clerk of Los Angeles County on 12/11/19. The registrant(s) has (have) commenced to transact business under the fictitious business name or names listed above on N/A. NOTICE- This Fictitious Name Statement expires five years from the date it was filed in the office of the County Clerk. A new Fictitious Business Name Statement must be filed prior to that date. The filing of this statement does not of itself authorize the use in this state of a Fictitious Business Name in violation of the rights of another under Federal, State, or common law (See section 14411 et seq. Business and Professions Code)Publish: Mountain Views News Dates Pub: DEC 28, 2019 JAN. 04, 11, 18, 2020 xyxy=(459,1009,677,1231)
notice-text: The following person(s) is (are) doing business as: PRECISION NOTES & SERVICES, 9615 PARAMOUNT BLVD. DOWNEY, CA 90240. Full name of registrant(s) is (are) EDGAR PEREZ, 9615 PARAMOUNT BLVD. DOWNEY, CA 90240. This Business is conducted by: AN INDIVIDUAL. Signed: EDGAR PEREZ. This statement was filed with the County Clerk of Los Angeles County on 12/13/19. The registrant(s) has (have) commenced to transact business under the fictitious business name or names listed above on N/A. NOTICE- This Fictitious Name Statement expires five years from the date it was filed in the office of the County Clerk. A new Fictitious Business Name Statement must be filed prior to that date. The filing of this statement does not of itself authorize the use in this state of a Fictitious Business Name in violation of the rights of another under Federal, State, or common law (See section 14411 et seq. Business and Professions Code)Publish: Mountain Views News Dates Pub: DEC 28, 2019 JAN. 04, 11, 18, 2020 xyxy=(459,89,677,300)
legal-notice xyxy=(686,968,903,1190)
notice-text: registrant(s) is (are) IRONE WORLD INVESTMENT INC, 18618 GALE AVE STE 210, CITY OF INDUSTRY, CA 91748. This Business is conducted by: A CORPORATION. Signed: PERICLES MA. This statement was filed with the County Clerk of Los Angeles County on 12/13/19. The registrant(s) has (have) commenced to transact business under the fictitious business name or names listed above on N/A. NOTICE- This Fictitious Name Statement expires five years from the date it was filed in the office of the County Clerk. A new Fictitious Business Name Statement must be filed prior to that date. The filing of this statement does not of itself authorize the use in this state of a Fictitious Business Name in violation of the rights of another under Federal, State, or common law (See section 14411 et seq. Business and Professions Code)Publish: Mountain Views News Dates Pub: DEC 28, 2019 JAN. 04, 11, 18, 2020 xyxy=(233,89,451,268)
notice-text: FICTITIOUS BUSINESS NAME STATEMENT File No. 2019-324972 The following person(s) is (are) doing business as: PARAGON GENERAL CONTRACTING, 9766 ALBERTIS AVE #149. SANTA FE SPRINGS, CA 90670. Full name of registrant(s) is (are) ARMANDO ACOSTA, 9766 ALBERTIS AVE #149, SANTA FE SPRINGS, CA 90670. This Business is conducted by: AN INDIVIDUAL. Signed: ARMANDO ACOSTA. This statement was filed with the County Clerk of Los Angeles County on 12/18/19. The registrant(s) has (have) commenced to transact business under the fictitious business name or names listed above on N/A. NOTICE- This Fictitious Name Statement expires five years from the date it was filed in the office of the County Clerk. A new Fictitious Business Name Statement must be filed prior to that date. The filing of this statement does not of itself authorize the use in this state of a Fictitious Business Name in violation of the rights of another under Federal, State, or common law (See section 14411 et seq. Business and Professions Code)Publish: Mountain Views News Dates Pub: DEC 28, 2019 JAN. 04, 11, 18, 2020 xyxy=(233,1951,451,2174)
notices-columns xyxy=(8,89,1354,2541)
legal-notice xyxy=(912,978,1129,1221)
notice-text: FICTITIOUS BUSINESS NAME STATEMENT File No. 2019-323217 The following person(s) is (are) doing business as: A-Z REPAIR SERVICES, 16641 FRANCISQUITO AVE. LA PUENTE, CA 91744. Full name of registrant(s) is (are) ANTONIO GONZALEZ VERGARA, 16641 FRANCISQUITO AVE. LA PUENTE, CA 91744. This Business is conducted by: AN INDIVIDUAL. Signed: ANTONIO GONZALEZ VERGARA. This statement was filed with the County Clerk of Los Angeles County on 12/16/19. The registrant(s) has (have) commenced to transact business under the fictitious business name or names listed above on N/A. NOTICE- This Fictitious Name Statement expires five years from the date it was filed in the office of the County Clerk. A new Fictitious Business Name Statement must be filed prior to that date. The filing of this statement does not of itself authorize the use in this state of a Fictitious Business Name in violation of the rights of another under Federal, State, or common law (See section 14411 et seq. Business and Professions Code)Publish: Mountain Views News Dates Pub: DEC 28, 2019 JAN. 04, 11, 18, 2020 xyxy=(8,308,224,541)
notice-text: FICTITIOUS BUSINESS NAME STATEMENT File No. 2019-325842 The following person(s) is (are) doing business as: LADY BEAUTIQUE, 5253 WHITTIER BLVD. LOS ANGELES, CA 90022. Full name of registrant(s) is (are) VANESSA MARIA DE JESUS GARCIA, 5253 WHITTIER BLVD. LOS ANGELES, CA 90022. This Business is conducted by: AN INDIVIDUAL. Signed: VANESSA MARIA DE JESUS GARCIA. This statement was filed with the County Clerk of Los Angeles County on 12/19/19. The registrant(s) has (have) commenced to transact business under the fictitious business name or names listed above on 12/2019. NOTICE- This Fictitious Name Statement expires five years from the date it was filed in the office of the County Clerk. A new Fictitious Business Name Statement must be filed prior to that date. The filing of this statement does not of itself authorize the use in this state of a Fictitious Business Name in violation of the rights of another under Federal, State, or common law (See section 14411 et seq. Business and Professions Code)Publish: Mountain Views News Dates Pub: DEC 28, 2019 JAN. 04, 11, 18, 2020 xyxy=(233,736,451,969)
legal-notice xyxy=(459,1701,676,1911)
notice-text: FICTITIOUS BUSINESS NAME STATEMENT File No. 2019327173 The following person(s) is (are) doing business as: SEVEN FOOT FINANCE 345 S. LA BREA AVE. STE 100, LOS ANGELES, CA 90036. Full name of registrant(s) is (are) SETH SUNBERG 345 S. LA BREA AVE, STE 706, LOS ANGELES, CA 90036. This Business is conducted by: INDIVIDUAL. Signed: SETH SUNBERG, OWNER. This statement was filed with the County Clerk of Los Angeles County on 12/23/2019. The registrant(s) has (have) commenced to transact business under the fictitious business name or names listed above on N/A. NOTICE- This Fictitious Name Statement expires five years from the date it was filed in the office of the County Clerk. A new Fictitious Business Name Statement must be filed prior to that date. The filing of this statement does not of itself authorize the use in this state of a Fictitious Business Name in violation of the rights of another under Federal, State, or common law (See section 14411 et seq. Business and Professions Code). Publish: ES Mountain Views News DEC 28,2019,JAN 4, 11, 18, 2020 xyxy=(686,1877,903,2099)
legal-notice xyxy=(234,1219,451,1451)
legal-notice xyxy=(8,1481,224,1692)
footer-bar xyxy=(0,2548,1362,2576)
legal-notice xyxy=(459,1920,676,2142)
issue-date: Saturday, December 28, 2019 xyxy=(184,60,370,75)
notice-text: FICTITIOUS BUSINESS NAME STATEMENT File No. 2019326441 The following person(s) is (are) doing business as: ARMIN HON WORK, 1529 WILSHIRE BLVD. STE 200 SANTA MONICA, CA 90403. Full name of registrant(s) is (are) ARMIN HON WORK, 1529 WILSHIRE BLVD. SANTA MONICA, CA 90403. This Business is conducted by: AN INDIVIDUAL. Signed: ARMIN AGOSTO VASQUEZ ARGUIJO. xyxy=(459,2306,677,2391)
legal-notice xyxy=(234,737,451,969)
notice-text: FICTITIOUS BUSINESS NAME STATEMENT File No. 2019-325526 The following person(s) is (are) doing business as: KAREEM MAHMOUD, 5622 S. TEMPLE CITY, CA 91780. Full name of registrant(s) is (are) KAREEM MAHMOUD SAMY YOUSEF, 5622 LOMA AVE, TEMPLE CITY, CA 91780. This Business is conducted by: AN INDIVIDUAL. Signed: KAREEM MAHMOUD SAMY YOUSEF. This statement was filed with the County Clerk of Los Angeles County on 12/19/19. The registrant(s) has (have) commenced to transact business under the fictitious business name or names listed above on N/A. NOTICE- This Fictitious Name Statement expires five years from the date it was filed in the office of the County Clerk. A new Fictitious Business Name Statement must be filed prior to that date. The filing of this statement does not of itself authorize the use in this state of a Fictitious Business Name in violation of the rights of another under Federal, State, or common law (See section 14411 et seq. Business and Professions Code)Publish: Mountain Views News Dates Pub: DEC 28, 2019 JAN. 04, 11, 18, 2020 xyxy=(233,506,451,728)
legal-notice xyxy=(8,89,224,300)
notice-text: FICTITIOUS BUSINESS NAME STATEMENT File No. 2019327689 The following person(s) is (are) doing business as: DELIVERY AND TRANSPORTATION 1750 ROSCOE BLVD., SUN VALLEY, CA 91352. GALA REDRAIL LANDING AND TRANSPORTATION 6598 SAMMOTH AVE. VAN NUYS, CA 91402-1530. Full name of registrant(s) is (are) AYETIS PAELZYAN 6508 SAMMOTH AVE. VAN NUYS, CA 91402-1530. This Business is conducted by: AN INDIVIDUAL. Signed: AYETIS PAELZYAN, OWNER. This statement was filed with the County Clerk of Los Angeles County on 12/23/2019. The registrant(s) has (have) commenced to transact business under the fictitious business name or names listed above on 12/2019. NOTICE- This Fictitious Name Statement expires five years from the date it was filed in the office of the County Clerk. A new Fictitious Business Name Statement must be filed prior to that date. The filing of this statement does not of itself authorize the use in this state of a Fictitious Business Name in violation of the rights of another under Federal, State, or common law (See section 14411 et seq. Business and Professions Code). Publish: ES Mountain Views News DEC 28,2019,JAN 4, 11, 18, 2020 xyxy=(686,233,903,488)
legal-notice xyxy=(234,507,451,728)
legal-notice xyxy=(459,309,676,530)
notice-text: FICTITIOUS BUSINESS NAME STATEMENT File No. 2019-322213 The following person(s) is (are) doing business as: ALTADENA AUTO BROKERS, 428 N. ATLANTIC BL. SUITE 5122, MONTEREY PARK, CA 91754. Full name of registrant(s) is (are) LANCE TORRIGE, 1245 PEBBLEDON ST. MONTEREY PARK, CA 91754. This Business is conducted by: AN INDIVIDUAL. Signed: LANCE TORRIGE. This statement was filed with the County Clerk of Los Angeles County on 12/13/19. The registrant(s) has (have) commenced to transact business under the fictitious business name or names listed above on N/A. NOTICE- This Fictitious Name Statement expires five years from the date it was filed in the office of the County Clerk. A new Fictitious Business Name Statement must be filed prior to that date. The filing of this statement does not of itself authorize the use in this state of a Fictitious Business Name in violation of the rights of another under Federal, State, or common law (See section 14411 et seq. Business and Professions Code)Publish: Mountain Views News Dates Pub: DEC 28, 2019 JAN. 04, 11, 18, 2020 xyxy=(8,789,224,1012)
notice-text: FICTITIOUS BUSINESS NAME STATEMENT File No. 2019-321260 The following person(s) is (are) doing business as: FJ TRUCKING, 8837 ELTON ST BALDWIN PARK, CA 91706. Full name of registrant(s) is (are) FREDY AMILCAR MONROY, 8837 ELTON ST. BALDWIN PARK, CA 91706. This Business is conducted by: AN INDIVIDUAL. Signed: FREDY AMILCAR MONROY. This statement was filed with the County Clerk of Los Angeles County on 12/13/19. The registrant(s) has (have) commenced to transact business under the fictitious business name or names listed above on N/A. NOTICE- This Fictitious Name Statement expires five years from the date it was filed in the office of the County Clerk. A new Fictitious Business Name Statement must be filed prior to that date. The filing of this statement does not of itself authorize the use in this state of a Fictitious Business Name in violation of the rights of another under Federal, State, or common law (See section 14411 et seq. Business and Professions Code)Publish: Mountain Views News Dates Pub: DEC 28, 2019 JAN. 04, 11, 18, 2020 xyxy=(8,1700,224,1922)
legal-notice xyxy=(234,277,451,498)
notice-text: FICTITIOUS BUSINESS NAME STATEMENT File No. 2019-324167 The following person(s) is (are) doing business as: LOPEIBOL LOPFSIR BY NADIA AMAMA, 135 W BELLEVUE DR. UNIT G PASADENA, CA 91105. Full name of registrant(s) is (are) NADIA VANET LOPEZ, 135 W BELLEVUE DR. UNIT G PASADENA, CA 91105. This Business is conducted by: AN INDIVIDUAL. Signed: NADIA VANET ARIDAS MARTINEZ. This statement was filed with the County Clerk of Los Angeles County on 12/18/19. The registrant(s) has (have) commenced to transact business under the fictitious business name or names listed above on N/A. NOTICE- This Fictitious Name Statement expires five years from the date it was filed in the office of the County Clerk. A new Fictitious Business Name Statement must be filed prior to that date. The filing of this statement does not of itself authorize the use in this state of a Fictitious Business Name in violation of the rights of another under Federal, State, or common law (See section 14411 et seq. Business and Professions Code)Publish: Mountain Views News Dates Pub: DEC 28, 2019 JAN. 04, 11, 18, 2020 xyxy=(233,977,451,1210)
footer-paper-name: Mountain Views News xyxy=(10,2554,162,2570)
notice-text: FICTITIOUS BUSINESS NAME STATEMENT File No. 2019326866 The following person(s) is (are) doing business as: MAGGIE'S PHARMACY II 11901 WOOD RANCH RD. GRANADA HILLS, CA 91344. Full name of registrant(s) is (are) MAGGIE'S PHARMACY, INC. 11901 WOOD RANCH RD. GRANADA HILLS, CA 91344. This Business is conducted by: CORPORATION. Signed: MAGGIE'S PHARMACY, INC., NAIRI PETOYAN, PRESIDENT. This statement was filed with the County Clerk of Los Angeles County on 12/20/2019. The registrant(s) has (have) commenced to transact business under the fictitious business name or names listed above on 12/2019. NOTICE- This Fictitious Name Statement expires five years from the date it was filed in the office of the County Clerk. A new Fictitious Business Name Statement must be filed prior to that date. The filing of this statement does not of itself authorize the use in this state of a Fictitious Business Name in violation of the rights of another under Federal, State, or common law (See section 14411 et seq. Business and Professions Code). Publish: ES Mountain Views News DEC 28,2019,JAN 4, 11, 18, 2020 xyxy=(911,736,1129,969)
page-number: 12 xyxy=(6,1,62,57)
legal-notice xyxy=(234,2182,451,2309)
legal-notice xyxy=(686,2360,903,2434)
notice-text: FICTITIOUS BUSINESS NAME STATEMENT File No. 2019-322339 The following person(s) is (are) doing business as: DC TRUCKING, 1750 ARCADIA AVE. ROWLAND HEIGHTS, CA 91748. Full name of registrant(s) is (are) GENSHEN LU, 1750 ARCADIA AVE. ROWLAND HEIGHTS, CA 91748. This Business is conducted by: AN INDIVIDUAL. Signed: GENSHEN LU. This statement was filed with the County Clerk of Los Angeles County on 12/13/19. The registrant(s) has (have) commenced to transact business under the fictitious business name or names listed above on N/A. NOTICE- This Fictitious Name Statement expires five years from the date it was filed in the office of the County Clerk. A new Fictitious Business Name Statement must be filed prior to that date. The filing of this statement does not of itself authorize the use in this state of a Fictitious Business Name in violation of the rights of another under Federal, State, or common law (See section 14411 et seq. Business and Professions Code)Publish: Mountain Views News Dates Pub: DEC 28, 2019 JAN. 04, 11, 18, 2020 xyxy=(8,1480,224,1692)
notice-text: FICTITIOUS BUSINESS NAME STATEMENT File No. 2019327562 The following person(s) is (are) doing business as: VINTAGE BUNNY 13518 WEIDNER ST. PACOIMA, CA 91331. Full name of registrant(s) is (are) KAROL LARA 13518 WEIDNER ST. PACOIMA, CA 91331. This Business is conducted by: AN INDIVIDUAL. Signed: KAROL LARA, OWNER. This statement was filed with the County Clerk of Los Angeles County on 12/23/2019. The registrant(s) has (have) commenced to transact business under the fictitious business name or names listed above on 12/2019. NOTICE- This Fictitious Name Statement expires five years from the date it was filed in the office of the County Clerk. A new Fictitious Business Name Statement must be filed prior to that date. The filing of this statement does not of itself authorize the use in this state of a Fictitious Business Name in violation of the rights of another under Federal, State, or common law (See section 14411 et seq. Business and Professions Code). Publish: ES Mountain Views News DEC 28,2019,JAN 4, 11, 18, 2020 xyxy=(686,1197,903,1408)
legal-notice xyxy=(234,1460,451,1713)
notice-text: Clerk of Los Angeles County on 12/20/2019. The registrant(s) has (have) commenced to transact business under the fictitious business name or names listed above on N/A. NOTICE- This Fictitious Name Statement expires five years from the date it was filed in the office of the County Clerk. A new Fictitious Business Name Statement must be filed prior to that date. The filing of this statement does not of itself authorize the use in this state of a Fictitious Business Name in violation of the rights of another under Federal, State, or common law (See section 14411 et seq. Business and Professions Code). Publish: ES Mountain Views News DEC 28,2019,JAN 4, 11, 18, 2020 xyxy=(686,89,903,225)
notice-text: FICTITIOUS BUSINESS NAME STATEMENT File No. 2019-325291 The following person(s) is (are) doing business as: TRANSFORMATION 2020, TRANSFORMATION 101, 3711 LONG BEACH BLVD STE 5060, LONG BEACH, CA 90807. Full name of registrant(s) is (are) MARIA BARRERA, 2719 CASPIAN AVE. LONG BEACH, CA 90810. This Business is conducted by: AN INDIVIDUAL. Signed: MARIA BARRERA. This statement was filed with the County Clerk of Los Angeles County on 12/19/19. The registrant(s) has (have) commenced to transact business under the fictitious business name or names listed above on N/A. NOTICE- This Fictitious Name Statement expires five years from the date it was filed in the office of the County Clerk. A new Fictitious Business Name Statement must be filed prior to that date. The filing of this statement does not of itself authorize the use in this state of a Fictitious Business Name in violation of the rights of another under Federal, State, or common law (See section 14411 et seq. Business and Professions Code)Publish: Mountain Views News Dates Pub: DEC 28, 2019 JAN. 04, 11, 18, 2020 xyxy=(459,1459,677,1692)
legal-notice xyxy=(912,497,1129,729)
legal-notice xyxy=(459,2150,676,2298)
notice-text: STUDIO CITY, CA 91604. WAVERUNNER 11640 VENTURA BLVD. STUDIO CITY, CA 91604. ARIZONA GRILL 11640 VENTURA BLVD. STUDIO CITY, CA 91604. CHICKEN 11640 VENTURA BLVD. STUDIO CITY, CA 91604. CLUCKEAZY 11640 VENTURA BLVD. STUDIO CITY, CA 91604. FLY WINGS 11640 VENTURA BLVD. STUDIO CITY, CA 91604. MAJESTIC CUTS 11640 VENTURA BLVD. STUDIO CITY, CA 91604. MAJESTIC BURGERS 11640 VENTURA BLVD. STUDIO CITY, CA 91604. MAJESTIC FOODS 11640 VENTURA BLVD. STUDIO CITY, CA 91604. MAJESTIC GRILL 11640 VENTURA BLVD. STUDIO CITY, CA 91604. MAJESTIC LABS 11640 VENTURA BLVD. STUDIO CITY, CA 91604. MAJESTIC ROLLS 11640 VENTURA BLVD. STUDIO CITY, CA 91604. MAJESTIC SNACKS 11640 VENTURA BLVD. STUDIO CITY, CA 91604. MAJESTIC WINGS 11640 VENTURA BLVD. STUDIO CITY, CA 91604. THE WING KREW 11640 VENTURA BLVD. STUDIO CITY, CA 91604. WING DISTRICT 11640 VENTURA BLVD. STUDIO CITY, CA 91604. WING WOK 11640 VENTURA BLVD. STUDIO CITY, CA 91604. WINGEEZY 11640 VENTURA BLVD. STUDIO CITY, CA 91604. WINGS TONIGHT 11640 VENTURA BLVD. STUDIO CITY, CA 91604. BARBEQUE TONIGHT 11640 VENTURA BLVD. STUDIO CITY, CA 91604. BROAST TONIGHT 11640 VENTURA BLVD. STUDIO CITY, CA 91604. BROASTED CHICKEN 11640 VENTURA BLVD. STUDIO CITY, CA 91604. CAFE ZEN 11640 VENTURA BLVD. STUDIO CITY, CA 91604. CLUCKIN BELL 11640 VENTURA BLVD. STUDIO CITY, CA 91604. CLUCKIN' BITES 11640 VENTURA BLVD. STUDIO CITY, CA 91604. DESSERT TONIGHT 11640 VENTURA BLVD. STUDIO CITY, CA 91604. GUN SMOKE 11640 VENTURA BLVD. STUDIO CITY, CA 91604. MAJESTIC WINGS 11640 VENTURA BLVD. STUDIO CITY, CA 91604. ONE POUND TWO POUND 11640 VENTURA BLVD. STUDIO CITY, CA 91604. THE PATIO 11640 VENTURA BLVD. STUDIO CITY, CA 91604. WING MAJESTIC 11640 VENTURA BLVD. STUDIO CITY, CA 91604. KABAB MAJESTIC 11640 VENTURA BLVD. STUDIO CITY, CA 91604. MAJESTIC ADVENTURE CLUB 11640 VENTURA BLVD. STUDIO CITY, CA 91604. MAJESTIC AUDIO 11640 VENTURA BLVD. STUDIO CITY, CA 91604. MAJESTIC AUDIO VISUAL 11640 VENTURA BLVD. STUDIO CITY, CA 91604. MAJESTIC BODY 11640 VENTURA BLVD. STUDIO CITY, CA 91604. MAJESTIC COLLISION 11640 VENTURA BLVD. STUDIO CITY, CA 91604. MAJESTIC DESIGN GROUP 11640 VENTURA BLVD. STUDIO CITY, CA 91604. MAJESTIC DETAIL 11640 VENTURA BLVD. STUDIO CITY, CA 91604. MAJESTIC DISTRIBUTION 11640 VENTURA BLVD. STUDIO CITY, CA 91604. MAJESTIC EVENTS 11640 VENTURA BLVD. STUDIO CITY, CA 91604. MAJESTIC EXPORTS 11640 VENTURA BLVD. STUDIO CITY, CA 91604. MAJESTIC FLOORING 11640 VENTURA BLVD. STUDIO CITY, CA 91604. MAJESTIC HOME SERVICES 11640 VENTURA BLVD. STUDIO CITY, CA 91604. MAJESTIC IMPORTS 11640 VENTURA BLVD. STUDIO CITY, CA 91604. MAJESTIC LIMO 11640 VENTURA BLVD. STUDIO CITY, CA 91604. MAJESTIC REMODELING 11640 VENTURA BLVD. STUDIO CITY, CA 91604. MAJESTIC SOLAR 11640 VENTURA BLVD. STUDIO CITY, CA 91604. MAJESTIC STAFFING 11640 VENTURA BLVD. STUDIO CITY, CA 91604. MAJESTIC TIRES 11640 VENTURA BLVD. STUDIO CITY, CA 91604. MAJESTIC TOWING 11640 VENTURA BLVD. STUDIO CITY, CA 91604. MAJESTIC TRANSPORT 11640 VENTURA BLVD. STUDIO CITY, CA 91604. MAJESTIC TRAVEL 11640 VENTURA BLVD. STUDIO CITY, CA 91604. MAJESTIC WHEELS 11640 VENTURA BLVD. STUDIO CITY, CA 91604. MAJESTIC WRAPS 11640 VENTURA BLVD. STUDIO CITY, CA 91604. Full name of registrant(s) is (are) MAJESTIC LLC 3400 COTTAGE WAY STE G2 #7518 SACRAMENTO, CA 95825. This Business is conducted by: LLC. Signed: MAJESTIC LLC DANIAL AHMED SIDDIQUI, PRESIDENT. This statement was filed with the County Clerk of Los Angeles County on 12/17/2019. The registrant(s) has (have) commenced to transact business under the fictitious business name or names listed above on N/A. NOTICE- This Fictitious Name Statement expires five years from the date it was filed in the office of the County Clerk. A new Fictitious Business Name Statement must be filed prior to that date. The filing of this statement does not of itself authorize the use in this state of a Fictitious Business Name in violation of the rights of another under Federal, State, or common law (See section 14411 et seq. Business and Professions Code). Publish: ES Mountain Views News DEC 28,2019,JAN 4, 11, 18, 2020 xyxy=(1138,89,1354,1091)
legal-notice xyxy=(459,539,676,771)
notice-text: FICTITIOUS BUSINESS NAME STATEMENT File No. 2019-325169 The following person(s) is (are) doing business as: MARCOS N COMPTON BELFREY ENTERPRISE, 5640 ELIZABETH ST. COMPTON, CA 90221. Full name of registrant(s) is (are) ALBERT BELFREY, 5640 ELIZABETH ST. COMPTON, CA 90221. This Business is conducted by: A MARRIED COUPLE. Signed: ALBERT BELFREY. This statement was filed with the County Clerk of Los Angeles County on 12/17/19. The registrant(s) has (have) commenced to transact business under the fictitious business name or names listed above on N/A. NOTICE- This Fictitious Name Statement expires five years from the date it was filed in the office of the County Clerk. A new Fictitious Business Name Statement must be filed prior to that date. The filing of this statement does not of itself authorize the use in this state of a Fictitious Business Name in violation of the rights of another under Federal, State, or common law (See section 14411 et seq. Business and Professions Code)Publish: Mountain Views News Dates Pub: DEC 28, 2019 JAN. 04, 11, 18, 2020 xyxy=(233,1721,451,1943)
legal-notice xyxy=(686,1879,903,2100)
